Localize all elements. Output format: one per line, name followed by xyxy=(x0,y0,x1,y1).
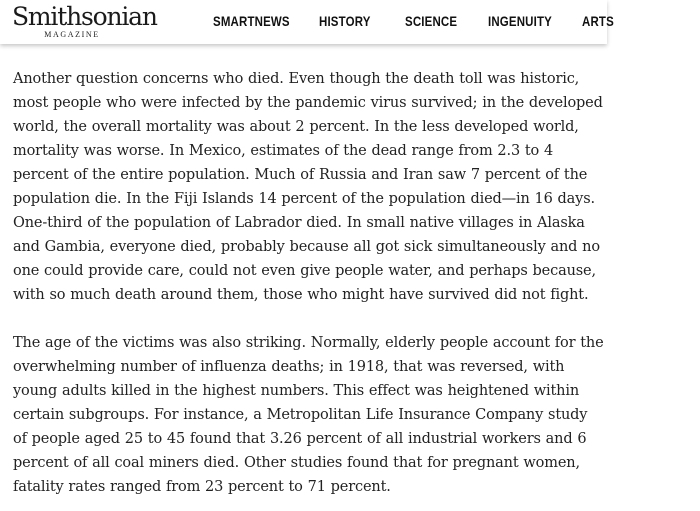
nav-item-arts[interactable]: ARTS xyxy=(582,13,614,29)
nav-item-ingenuity[interactable]: INGENUITY xyxy=(488,13,552,29)
nav-item-science[interactable]: SCIENCE xyxy=(405,13,458,29)
site-header xyxy=(0,0,614,44)
logo-wordmark: Smithsonian xyxy=(12,2,157,31)
nav-item-smartnews[interactable]: SMARTNEWS xyxy=(213,13,290,29)
article-paragraph: Another question concerns who died. Even though the death toll was historic, most people who were infected by the pandemic virus survived; in the developed world, the overall mortality was about 2 percent. In the less developed world, mortality was worse. In Mexico, estimates of the dead range from 2.3 to 4 percent of the entire population. Much of Russia and Iran saw 7 percent of the population die. In the Fiji Islands 14 percent of the population died—in 16 days. One-third of the population of Labrador died. In small native villages in Alaska and Gambia, everyone died, probably because all got sick simultaneously and no one could provide care, could not even give people water, and perhaps because, with so much death around them, those who might have survived did not fight. xyxy=(13,71,603,303)
nav-item-history[interactable]: HISTORY xyxy=(319,13,371,29)
main-nav xyxy=(0,13,700,31)
article-paragraph: The age of the victims was also striking. Normally, elderly people account for the overwhelming number of influenza deaths; in 1918, that was reversed, with young adults killed in the highest numbers. This effect was heightened within certain subgroups. For instance, a Metropolitan Life Insurance Company study of people aged 25 to 45 found that 3.26 percent of all industrial workers and 6 percent of all coal miners died. Other studies found that for pregnant women, fatality rates ranged from 23 percent to 71 percent. xyxy=(13,335,604,495)
logo-subtitle: MAGAZINE xyxy=(44,30,100,39)
